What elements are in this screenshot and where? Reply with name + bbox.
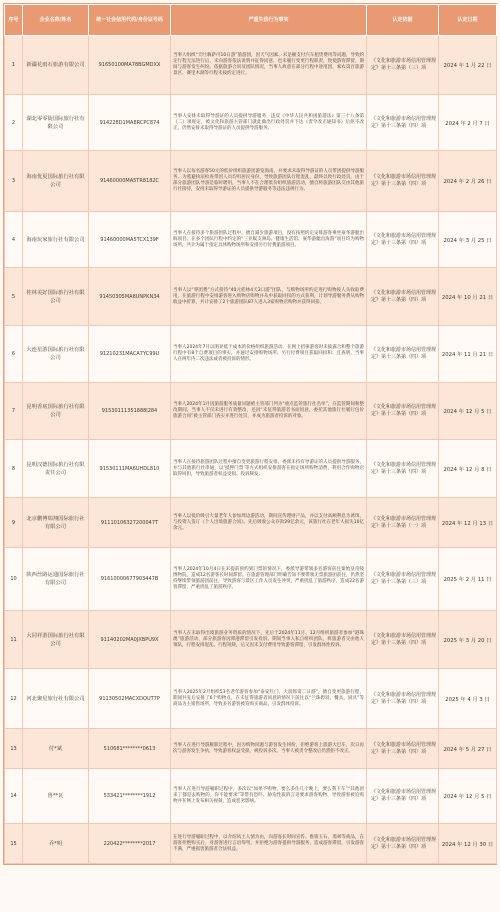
cell-basis: 《文化和旅游市场信用管理规定》第十三条第（四）项: [367, 151, 439, 212]
cell-no: 2: [5, 95, 23, 151]
cell-no: 4: [5, 212, 23, 268]
table-row: [5, 769, 497, 824]
cell-fact: 当事人安排未取得导游证的人员提供导游服务，违反《中华人民共和国旅游法》第三十八条第（二）项规定，被文化和旅游主管部门就此做出行政处罚并下达《责令改正通知书》后拒不改正，仍然安排未取得导游证的人员提供导游服务。: [171, 95, 367, 151]
cell-name: 桂林美好国际旅行社有限公司: [23, 268, 89, 326]
cell-basis: 《文化和旅游市场信用管理规定》第十三条第（三）项: [367, 548, 439, 611]
cell-code: 91110106327200047T: [89, 498, 171, 548]
header-fact: 严重失信行为事实: [171, 5, 367, 36]
cell-no: 8: [5, 440, 23, 498]
cell-date: 2024 年 2 月 26 日: [439, 151, 497, 212]
cell-basis: 《文化和旅游市场信用管理规定》第十三条第（四）项: [367, 95, 439, 151]
cell-fact: 当事人在接待多个旅游团队过程中，擅自减少旅游项目，没有按照约定安排游客乘坐豪华游艇出海项目。在多个团队行程中约定的“三亚蜈支洲岛、健康生活馆、豪华游艇出海游”项目均为购物场所，共计为属于指定具体购物场所和安排另行付费旅游项目。: [171, 212, 367, 268]
cell-fact: 当事人在进行导游履职过程中，多次以“如果不购物，要么多住几个晚上，要么我下车”“其他团来了都是去购物的，你不能要求”等带有恐吓、胁迫性质的言语要求游客购物，导致游客被迫购物并在网上发布相关视频，造成恶劣影响。: [171, 769, 367, 824]
header-basis: 认定依据: [367, 5, 439, 36]
cell-code: 91460000MA5TCX139F: [89, 212, 171, 268]
cell-date: 2024 年 10 月 21 日: [439, 268, 497, 326]
cell-no: 5: [5, 268, 23, 326]
table-row: [5, 611, 497, 669]
cell-date: 2024 年 12 月 5 日: [439, 383, 497, 440]
cell-date: 2025 年 3 月 20 日: [439, 611, 497, 669]
cell-no: 10: [5, 548, 23, 611]
cell-name: 昆明香底国际旅行社有限公司: [23, 383, 89, 440]
cell-code: 510681********0613: [89, 729, 171, 769]
table-row: [5, 268, 497, 326]
cell-date: 2024 年 12 月 5 日: [439, 769, 497, 824]
cell-basis: 《文化和旅游市场信用管理规定》第十三条第（四）项: [367, 824, 439, 864]
cell-code: 91450305MA8UNPKN34: [89, 268, 171, 326]
table-row: [5, 212, 497, 268]
cell-code: 91530111MA6UHDL810: [89, 440, 171, 498]
cell-code: 220422********2017: [89, 824, 171, 864]
cell-code: 91650100MA78BGMDXX: [89, 36, 171, 95]
cell-code: 914228D1MA8RCPC874: [89, 95, 171, 151]
header-code: 统一社会信用代码/身份证号码: [89, 5, 171, 36]
cell-basis: 《文化和旅游市场信用管理规定》第十三条第（四）项: [367, 611, 439, 669]
cell-fact: 当事人组织“天吐嗨萨可10日游”旅游团，因天气因素、未足额支付汽车租赁费用等问题，导致约定行程无法进行后，未向游客依法说明并征得同意，也未履行变更行程职责，致使游客滞留，期间与游客发生纠纷。依据旅游合同及团队情况，当事人故意在部分行程中途甩团，素农第百旅游景区、赛里木湖等行程未按约定进行。: [171, 36, 367, 95]
cell-date: 2024 年 12 月 13 日: [439, 498, 497, 548]
cell-fact: 当事人2024年7月以明显低于成本的价格组织旅游活动，在网上招徕游客时未披露合和整个旅游行程中有8个自费项目的事实，并通过安排购物场所、另行付费项目获取回扣和、且查明，当事人在两年内二次违法或者被投诉的情形。: [171, 326, 367, 383]
cell-name: 鲁**瓦: [23, 769, 89, 824]
table-row: [5, 326, 497, 383]
table-row: [5, 95, 497, 151]
table-row: [5, 729, 497, 769]
cell-no: 6: [5, 326, 23, 383]
cell-name: 海南优夏国际旅行社有限公司: [23, 151, 89, 212]
cell-name: 新疆花雨石旅游有限公司: [23, 36, 89, 95]
cell-code: 91210231MACA7YC99U: [89, 326, 171, 383]
cell-fact: 当事人以低价吸引大量老年人参加周边游活动，期间宣传理财产品，并以支付高额利息为诱饵，与投资人签订《个人出境旅游合同》。先后吸收公众存款29亿余元，该旅行社在老年人损失10亿余元。: [171, 498, 367, 548]
cell-name: 海南玩家旅行社有限公司: [23, 212, 89, 268]
table-row: [5, 669, 497, 729]
cell-fact: 当事人在进行导游履职过程中，因为购物问题与游客发生纠纷，拒绝游客上旅游大巴车，次日再次与游客发生争执，导致游客权益受损，被投诉多次。当事人被责令整改后仍然拒不改正。: [171, 729, 367, 769]
cell-date: 2025 年 4 月 3 日: [439, 669, 497, 729]
blacklist-table-document: [3, 3, 497, 865]
cell-code: 533421********1912: [89, 769, 171, 824]
table-row: [5, 440, 497, 498]
cell-basis: 《文化和旅游市场信用管理规定》第十三条第（三）项: [367, 36, 439, 95]
cell-no: 3: [5, 151, 23, 212]
cell-fact: 当事人2025年2月组织53名老年游客参加“泰安红门、大润郎第二日游”，擅自变更旅游行程，期间共先后安排了6个购物点，在未征得旅游者同意的情况下前往以“兰珠碧羽、餐具、厨具”等商品为主销售场所，导致多名游客被迫购买商品，引发群体投诉。: [171, 669, 367, 729]
table-row: [5, 498, 497, 548]
cell-basis: 《文化和旅游市场信用管理规定》第十三条第（四）项: [367, 383, 439, 440]
cell-date: 2024 年 1 月 22 日: [439, 36, 497, 95]
cell-fact: 当事人2024年1月因旅游服务质量问题被主管部门列为“重点监管旅行社名单”，在监管期间和整改期间，当事人不仅未进行有效整改，还因“未征得旅游者书面同意，委托其他旅行社履行包价旅游合同”被主管部门查实并进行处罚，并成为旅游者投诉的对象。: [171, 383, 367, 440]
cell-basis: 《文化和旅游市场信用管理规定》第十三条第（一）项: [367, 498, 439, 548]
cell-fact: 当事人以每名游客50元的低价组织旅游团游览海南，并要求未取得导游证的人员带团提供导游服务，为逃避执法检查带团人员均用居民身份，导致旅游团队行程混乱，最终以致行政处罚。由于部分旅游团队导游是临时聘用，当事人不在合理低价组织旅游活动，擅自将旅游团队交由其他旅行社接待，安排未取得导游证的人员提供导游服务等违法违规行为。: [171, 151, 367, 212]
table-body: [5, 36, 497, 864]
cell-no: 15: [5, 824, 23, 864]
header-no: 序号: [5, 5, 23, 36]
cell-no: 7: [5, 383, 23, 440]
cell-no: 14: [5, 769, 23, 824]
cell-fact: 当事人在接待旅游团队过程中擅自变更旅游行程安排，委派未持有导游证的人员提供导游服务，并与其他旅行社串通，以‘抵押门票’等方式组织安排游客在指定场所购物消费，利用合作购物店取得回扣，导致旅游者权益受损、投诉频发。: [171, 440, 367, 498]
cell-code: 91460000MA5TR8182C: [89, 151, 171, 212]
cell-fact: 在进行导游履职过程中，以介绍风土人情为由，向游客长时间宣传、推销玉石、翡翠等商品，在游客拒绝购买后，对游客进行言语辱骂，并拒绝为游客提供导游服务，造成游客滞留，引发游客不满，严重损害旅游者合法权益。: [171, 824, 367, 864]
table-row: [5, 383, 497, 440]
cell-fact: 当事人2024年10月4日在未提前预约到门票的情况下，委派导游带领多名游客前往秦始皇帝陵博物院，造成12名游客长时间滞留。在旅游管理部门明确告知不要带领无票旅游团前往，仍然坚持继续带领旅游团前往，导致游客与景区工作人员发生冲突，严重扰乱了旅游秩序，造成22名游客滞留，严重扰乱了旅游秩序。: [171, 548, 367, 611]
cell-basis: 《文化和旅游市场信用管理规定》第十三条第（四）项: [367, 669, 439, 729]
cell-no: 12: [5, 669, 23, 729]
header-date: 认定日期: [439, 5, 497, 36]
cell-name: 大同祥游国际旅行社有限公司: [23, 611, 89, 669]
cell-code: 91530111351888l284: [89, 383, 171, 440]
table-row: [5, 36, 497, 95]
cell-name: 昆明汉德国际旅行社有限责任公司: [23, 440, 89, 498]
cell-code: 91130502MACXDQUT7P: [89, 669, 171, 729]
cell-date: 2024 年 2 月 7 日: [439, 95, 497, 151]
cell-name: 大连星游国际旅行社有限公司: [23, 326, 89, 383]
cell-code: 91140202MA0JXBPU9X: [89, 611, 171, 669]
cell-name: 湖北零零街国际旅行社有限公司: [23, 95, 89, 151]
table-row: [5, 151, 497, 212]
cell-name: 乔*明: [23, 824, 89, 864]
cell-fact: 当事人在未取得出境旅游业务资质的情况下，先后于2024年11月、12月组织旅游者参加“港珠澳”旅游活动，部分旅游客因滞港滞留引发投诉。期间当事人私自组织团队，将旅游者交由他人领队，行程安排混乱、行程短缺，后又因未支付费用导致游客滞留，引发群体性投诉。: [171, 611, 367, 669]
cell-date: 2024 年 3 月 25 日: [439, 212, 497, 268]
cell-no: 13: [5, 729, 23, 769]
cell-fact: 当事人以“零团费”方式接待“40元桂林4天3日游”团队，与购物场所约定进行购物按人头收取费用，在旅游行程中安排游客进入购物店购物并从中获取回扣的方式获利，计划导游服务费从购物收益中折算，共计安排了2个旅游团队87人进入3家购物店购物并获得回扣。: [171, 268, 367, 326]
table-row: [5, 548, 497, 611]
cell-date: 2024 年 11 月 21 日: [439, 326, 497, 383]
cell-name: 河北聚星旅行社有限公司: [23, 669, 89, 729]
cell-no: 1: [5, 36, 23, 95]
cell-basis: 《文化和旅游市场信用管理规定》第十三条第（四）项: [367, 212, 439, 268]
cell-name: 陕西丝路运通国际旅行社有限公司: [23, 548, 89, 611]
cell-name: 北京鹏博瑞翔国际旅行社有限公司: [23, 498, 89, 548]
cell-basis: 《文化和旅游市场信用管理规定》第十三条第（四）项: [367, 729, 439, 769]
cell-basis: 《文化和旅游市场信用管理规定》第十三条第（四）项: [367, 769, 439, 824]
table-header: [5, 5, 497, 36]
cell-date: 2025 年 2 月 11 日: [439, 548, 497, 611]
blacklist-table: [4, 4, 497, 864]
table-row: [5, 824, 497, 864]
cell-basis: 《文化和旅游市场信用管理规定》第十三条第（四）项: [367, 268, 439, 326]
cell-date: 2024 年 5 月 27 日: [439, 729, 497, 769]
cell-no: 9: [5, 498, 23, 548]
cell-name: 付*斌: [23, 729, 89, 769]
cell-basis: 《文化和旅游市场信用管理规定》第十三条第（四）项: [367, 440, 439, 498]
cell-basis: 《文化和旅游市场信用管理规定》第十三条第（四）项: [367, 326, 439, 383]
header-name: 企业名称/姓名: [23, 5, 89, 36]
cell-date: 2024 年 12 月 30 日: [439, 824, 497, 864]
cell-date: 2024 年 12 月 8 日: [439, 440, 497, 498]
cell-no: 11: [5, 611, 23, 669]
cell-code: 91610000677903447B: [89, 548, 171, 611]
